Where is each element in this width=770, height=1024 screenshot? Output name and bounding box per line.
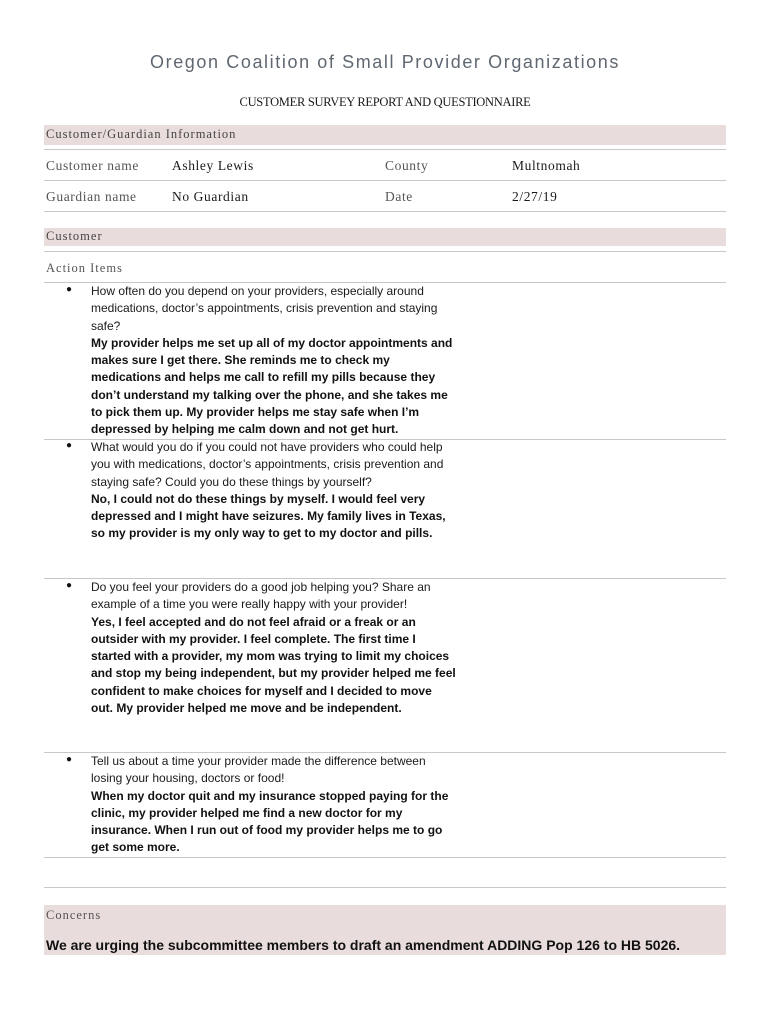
county-value: Multnomah xyxy=(512,158,581,173)
bullet-icon: ● xyxy=(66,440,73,451)
date-label: Date xyxy=(385,189,413,204)
customer-info-heading: Customer/Guardian Information xyxy=(46,127,237,141)
bullet-icon: ● xyxy=(66,754,73,765)
question-text: What would you do if you could not have providers who could help you with medications, doctor’s appointments, crisis prevention and staying safe? Could you do these things by yourself? xyxy=(91,440,444,489)
question-text: Do you feel your providers do a good job helping you? Share an example of a time you were really happy with your provider! xyxy=(91,580,431,612)
customer-name-value: Ashley Lewis xyxy=(172,158,254,173)
answer-text: No, I could not do these things by myself. I would feel very depressed and I might have seizures. My family lives in Texas, so my provider is my only way to get to my doctor and pills. xyxy=(91,491,446,541)
answer-text: My provider helps me set up all of my doctor appointments and makes sure I get there. She reminds me to check my medications and helps me call to refill my pills because they don’t understand my talking over the phone, and she takes me to pick them up. My provider helps me stay safe when I’m depressed by helping me calm down and not get hurt. xyxy=(91,335,453,437)
divider xyxy=(44,180,726,181)
concerns-text: We are urging the subcommittee members to draft an amendment ADDING Pop 126 to HB 5026. xyxy=(46,937,681,953)
divider xyxy=(44,887,726,888)
document-title: Oregon Coalition of Small Provider Organizations xyxy=(150,52,620,72)
guardian-name-label: Guardian name xyxy=(46,189,137,204)
question-text: Tell us about a time your provider made the difference between losing your housing, doctors or food! xyxy=(91,754,426,786)
date-value: 2/27/19 xyxy=(512,189,558,204)
concerns-heading: Concerns xyxy=(46,908,102,922)
list-item xyxy=(66,579,456,717)
document-subtitle: CUSTOMER SURVEY REPORT AND QUESTIONNAIRE xyxy=(239,95,531,109)
bullet-icon: ● xyxy=(66,580,73,591)
customer-band xyxy=(44,228,726,246)
county-label: County xyxy=(385,158,429,173)
divider xyxy=(44,149,726,150)
answer-text: Yes, I feel accepted and do not feel afraid or a freak or an outsider with my provider. I feel complete. The first time I started with a provider, my mom was trying to limit my choices and stop my being independent, but my provider helped me feel confident to make choices for myself and I decided to move out. My provider helped me move and be independent. xyxy=(91,614,456,716)
question-text: How often do you depend on your providers, especially around medications, doctor’s appointments, crisis prevention and staying safe? xyxy=(91,284,438,333)
divider xyxy=(44,857,726,858)
answer-text: When my doctor quit and my insurance stopped paying for the clinic, my provider helped me find a new doctor for my insurance. When I run out of food my provider helps me to go get some more. xyxy=(91,788,449,855)
list-item xyxy=(66,439,456,543)
list-item xyxy=(66,753,456,857)
bullet-icon: ● xyxy=(66,284,73,295)
action-items-heading: Action Items xyxy=(46,261,123,275)
customer-name-label: Customer name xyxy=(46,158,139,173)
list-item xyxy=(66,283,456,439)
divider xyxy=(44,211,726,212)
guardian-name-value: No Guardian xyxy=(172,189,249,204)
customer-heading: Customer xyxy=(46,229,103,243)
divider xyxy=(44,251,726,252)
